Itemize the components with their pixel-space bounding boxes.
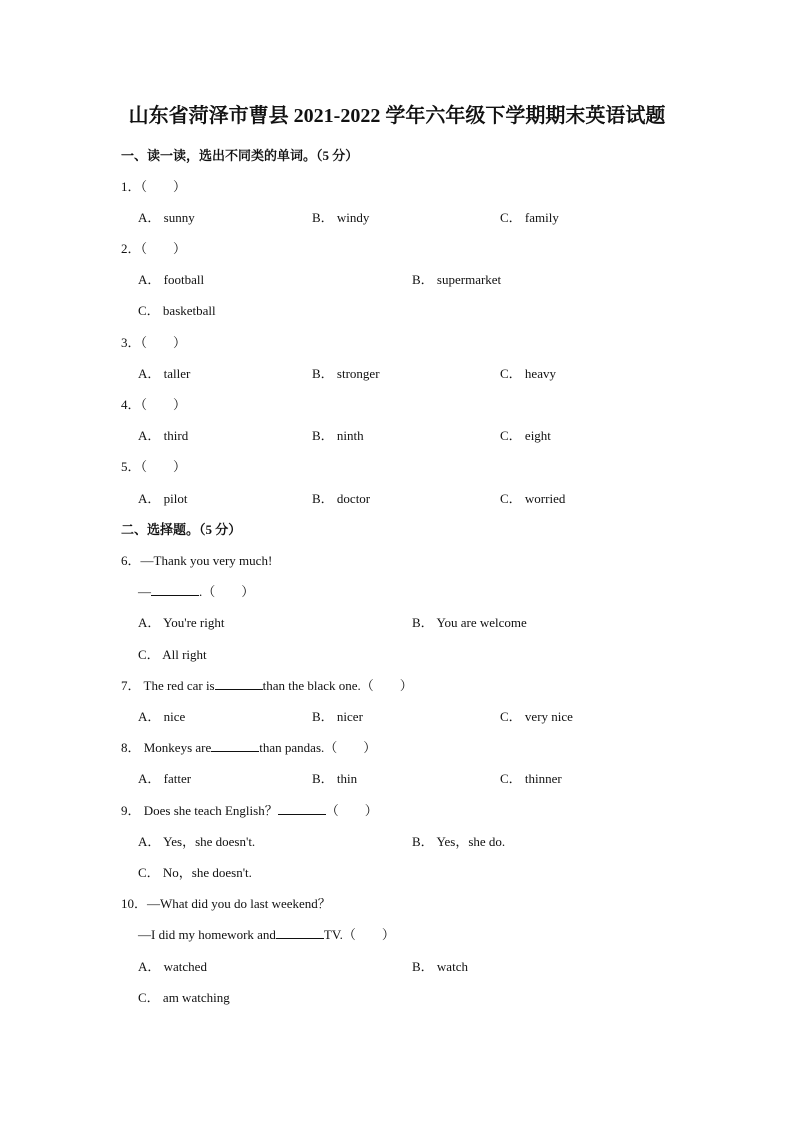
question-2-option-b: B． supermarket <box>412 272 502 287</box>
question-7-option-c: C． very nice <box>500 709 573 724</box>
question-10-reply: —I did my homework and TV.（ ） <box>138 927 395 942</box>
question-5-option-a: A． pilot <box>138 491 188 506</box>
question-1-option-a: A． sunny <box>138 210 195 225</box>
question-10-option-c: C． am watching <box>138 990 230 1005</box>
question-1-option-b: B． windy <box>312 210 370 225</box>
answer-blank <box>211 739 259 752</box>
answer-blank <box>276 926 324 939</box>
question-10-option-b: B． watch <box>412 959 468 974</box>
section-1-heading: 一、读一读，选出不同类的单词。（5 分） <box>121 148 359 163</box>
question-3-option-c: C． heavy <box>500 366 556 381</box>
question-7-stem: 7． The red car is than the black one.（ ） <box>121 678 413 693</box>
question-7-option-a: A． nice <box>138 709 186 724</box>
section-2-heading: 二、选择题。（5 分） <box>121 522 242 537</box>
question-1-option-c: C． family <box>500 210 559 225</box>
question-10-stem: 10．—What did you do last weekend？ <box>121 896 331 911</box>
question-2-option-a: A． football <box>138 272 205 287</box>
answer-blank <box>151 583 199 596</box>
question-4-option-b: B． ninth <box>312 428 364 443</box>
question-3-option-a: A． taller <box>138 366 191 381</box>
question-2-stem: 2．（ ） <box>121 241 187 256</box>
answer-blank <box>278 802 326 815</box>
question-8-option-a: A． fatter <box>138 771 192 786</box>
question-2-option-c: C． basketball <box>138 303 216 318</box>
question-3-option-b: B． stronger <box>312 366 380 381</box>
question-8-option-c: C． thinner <box>500 771 562 786</box>
question-9-option-a: A． Yes，she doesn't. <box>138 834 256 849</box>
question-5-stem: 5．（ ） <box>121 459 187 474</box>
page-title: 山东省菏泽市曹县 2021-2022 学年六年级下学期期末英语试题 <box>128 105 666 127</box>
question-1-stem: 1．（ ） <box>121 179 187 194</box>
question-8-stem: 8． Monkeys are than pandas.（ ） <box>121 740 377 755</box>
question-6-option-b: B． You are welcome <box>412 615 527 630</box>
question-6-stem: 6．—Thank you very much! <box>121 553 273 568</box>
question-5-option-b: B． doctor <box>312 491 371 506</box>
question-4-option-c: C． eight <box>500 428 551 443</box>
question-4-stem: 4．（ ） <box>121 397 187 412</box>
question-5-option-c: C． worried <box>500 491 566 506</box>
question-8-option-b: B． thin <box>312 771 358 786</box>
question-6-reply: — .（ ） <box>138 584 255 599</box>
question-9-option-b: B． Yes，she do. <box>412 834 506 849</box>
question-7-option-b: B． nicer <box>312 709 363 724</box>
question-9-stem: 9． Does she teach English？ （ ） <box>121 803 378 818</box>
question-6-option-a: A． You're right <box>138 615 225 630</box>
question-3-stem: 3．（ ） <box>121 335 187 350</box>
question-10-option-a: A． watched <box>138 959 207 974</box>
question-6-option-c: C． All right <box>138 647 207 662</box>
question-4-option-a: A． third <box>138 428 189 443</box>
question-9-option-c: C． No，she doesn't. <box>138 865 252 880</box>
answer-blank <box>215 677 263 690</box>
